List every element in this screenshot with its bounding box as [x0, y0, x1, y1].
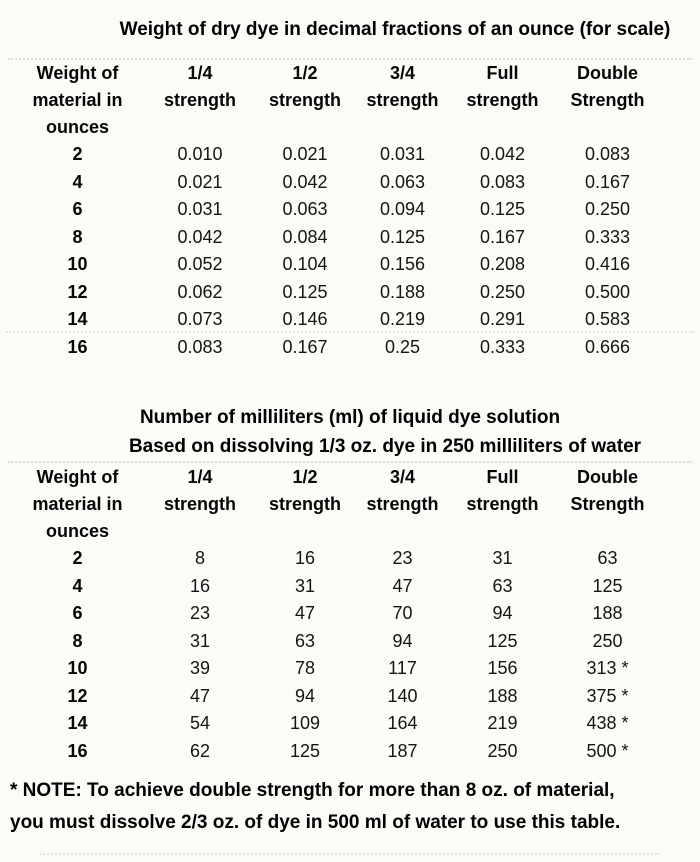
value-cell: 0.031 — [379, 144, 426, 164]
header-line: material in — [32, 90, 123, 110]
table-row — [10, 655, 660, 683]
value-cell: 39 — [189, 658, 211, 678]
value-cell: 125 — [487, 630, 518, 651]
header-line: strength — [164, 494, 236, 514]
liquid-dye-table-body — [10, 545, 660, 765]
header-row — [10, 60, 660, 141]
value-cell: 156 — [487, 658, 518, 678]
header-line: 1/4 — [187, 63, 213, 83]
liquid-dye-table — [10, 464, 660, 765]
value-cell: 0.094 — [379, 199, 426, 219]
dry-dye-table — [10, 60, 660, 361]
value-cell: 23 — [189, 603, 211, 623]
header-cell-material-weight — [10, 464, 145, 545]
value-cell: 0.125 — [479, 199, 526, 219]
row-label-cell: 2 — [72, 144, 83, 164]
header-cell-quarter-strength — [145, 464, 255, 545]
value-cell: 0.083 — [479, 171, 526, 192]
value-cell: 0.167 — [584, 171, 631, 192]
header-line: strength — [466, 90, 539, 110]
row-label-cell: 6 — [72, 199, 83, 219]
value-cell: 70 — [392, 603, 413, 623]
value-cell: 164 — [387, 713, 418, 733]
header-line: strength — [164, 90, 236, 110]
value-cell: 0.219 — [379, 309, 426, 329]
value-cell: 0.583 — [584, 309, 631, 329]
row-label-cell: 14 — [67, 309, 88, 329]
value-cell: 47 — [294, 603, 316, 623]
value-cell: 54 — [189, 713, 211, 733]
value-cell: 125 — [289, 740, 321, 761]
value-cell: 0.083 — [177, 336, 223, 357]
value-cell: 0.063 — [379, 171, 426, 192]
value-cell: 0.146 — [282, 309, 328, 329]
header-line: Strength — [570, 90, 645, 110]
value-cell: 187 — [387, 740, 418, 761]
value-cell: 375 * — [586, 685, 629, 706]
value-cell: 78 — [294, 658, 316, 678]
value-cell: 31 — [492, 548, 513, 568]
value-cell: 0.25 — [384, 336, 421, 357]
value-cell: 31 — [294, 575, 316, 596]
header-line: 1/2 — [292, 467, 318, 487]
table-row — [10, 738, 660, 766]
header-cell-double-strength — [555, 60, 660, 141]
value-cell: 47 — [392, 575, 413, 596]
header-cell-full-strength — [450, 464, 555, 545]
table-row — [10, 710, 660, 738]
value-cell: 0.083 — [584, 144, 631, 164]
header-line: Weight of — [36, 63, 119, 83]
value-cell: 0.084 — [282, 226, 328, 247]
header-line: Weight of — [36, 467, 119, 487]
value-cell: 63 — [597, 548, 618, 568]
value-cell: 0.156 — [379, 254, 426, 274]
header-line: 3/4 — [389, 467, 416, 487]
dry-dye-table-body — [10, 141, 660, 361]
table-row — [10, 279, 660, 307]
row-label-cell: 16 — [67, 336, 88, 357]
value-cell: 47 — [189, 685, 211, 706]
value-cell: 0.104 — [282, 254, 328, 274]
table-row — [10, 334, 660, 362]
value-cell: 0.042 — [479, 144, 526, 164]
header-line: Full — [486, 467, 519, 487]
table-row — [10, 573, 660, 601]
table-row — [10, 545, 660, 573]
header-cell-threequarter-strength — [355, 60, 450, 141]
header-line: strength — [269, 494, 341, 514]
value-cell: 0.063 — [282, 199, 328, 219]
header-line: Full — [486, 63, 519, 83]
value-cell: 0.167 — [479, 226, 526, 247]
value-cell: 0.188 — [379, 281, 426, 302]
value-cell: 0.010 — [177, 144, 223, 164]
footnote — [10, 775, 696, 839]
value-cell: 0.073 — [177, 309, 223, 329]
dry-dye-table-header — [10, 60, 660, 141]
value-cell: 0.052 — [177, 254, 223, 274]
header-line: 1/4 — [187, 467, 213, 487]
header-line: 1/2 — [292, 63, 318, 83]
header-cell-half-strength — [255, 60, 355, 141]
row-label-cell: 12 — [67, 685, 88, 706]
table-row — [10, 169, 660, 197]
value-cell: 94 — [294, 685, 316, 706]
value-cell: 63 — [492, 575, 513, 596]
header-line: Strength — [570, 494, 645, 514]
value-cell: 94 — [392, 630, 413, 651]
value-cell: 109 — [289, 713, 321, 733]
value-cell: 8 — [194, 548, 205, 568]
liquid-dye-table-header — [10, 464, 660, 545]
liquid-dye-table-title: Number of milliliters (ml) of liquid dye solution — [139, 407, 561, 428]
header-line: ounces — [45, 117, 110, 137]
header-cell-quarter-strength — [145, 60, 255, 141]
value-cell: 62 — [189, 740, 211, 761]
row-label-cell: 10 — [67, 658, 88, 678]
header-line: ounces — [45, 521, 110, 541]
header-cell-threequarter-strength — [355, 464, 450, 545]
row-label-cell: 4 — [72, 575, 83, 596]
value-cell: 117 — [388, 658, 417, 678]
value-cell: 188 — [592, 603, 623, 623]
value-cell: 31 — [189, 630, 211, 651]
liquid-dye-table-subtitle: Based on dissolving 1/3 oz. dye in 250 milliliters of water — [128, 436, 642, 457]
value-cell: 188 — [487, 685, 518, 706]
value-cell: 0.333 — [584, 226, 631, 247]
row-label-cell: 8 — [72, 226, 83, 247]
header-row — [10, 464, 660, 545]
value-cell: 94 — [492, 603, 513, 623]
table-row — [10, 306, 660, 334]
header-cell-material-weight — [10, 60, 145, 141]
footnote-line: * NOTE: To achieve double strength for more than 8 oz. of material, — [10, 780, 615, 801]
value-cell: 0.333 — [479, 336, 526, 357]
value-cell: 500 * — [586, 740, 629, 761]
scan-artifact-line — [40, 853, 660, 855]
value-cell: 250 — [487, 740, 518, 761]
value-cell: 313 * — [586, 658, 629, 678]
value-cell: 0.062 — [177, 281, 223, 302]
value-cell: 0.250 — [584, 199, 631, 219]
value-cell: 0.042 — [282, 171, 328, 192]
table-row — [10, 251, 660, 279]
value-cell: 0.031 — [177, 199, 223, 219]
value-cell: 0.021 — [282, 144, 328, 164]
footnote-line: you must dissolve 2/3 oz. of dye in 500 ml of water to use this table. — [10, 812, 621, 833]
value-cell: 63 — [294, 630, 316, 651]
header-line: 3/4 — [389, 63, 416, 83]
value-cell: 219 — [487, 713, 518, 733]
value-cell: 16 — [189, 575, 211, 596]
table-row — [10, 141, 660, 169]
row-label-cell: 6 — [72, 603, 83, 623]
value-cell: 0.250 — [479, 281, 526, 302]
row-label-cell: 4 — [72, 171, 83, 192]
value-cell: 0.167 — [282, 336, 328, 357]
value-cell: 0.042 — [177, 226, 223, 247]
value-cell: 0.125 — [379, 226, 426, 247]
value-cell: 0.208 — [479, 254, 526, 274]
header-line: strength — [366, 494, 439, 514]
value-cell: 125 — [592, 575, 623, 596]
value-cell: 0.021 — [177, 171, 223, 192]
row-label-cell: 14 — [67, 713, 88, 733]
value-cell: 438 * — [586, 713, 629, 733]
header-line: strength — [269, 90, 341, 110]
table-row — [10, 196, 660, 224]
row-label-cell: 8 — [72, 630, 83, 651]
table-row — [10, 683, 660, 711]
value-cell: 0.291 — [479, 309, 526, 329]
dry-dye-table-title: Weight of dry dye in decimal fractions of an ounce (for scale) — [119, 19, 671, 40]
row-label-cell: 16 — [67, 740, 88, 761]
value-cell: 16 — [294, 548, 316, 568]
table-row — [10, 628, 660, 656]
header-cell-double-strength — [555, 464, 660, 545]
header-cell-half-strength — [255, 464, 355, 545]
row-label-cell: 2 — [72, 548, 83, 568]
table-row — [10, 600, 660, 628]
value-cell: 250 — [592, 630, 623, 651]
value-cell: 0.125 — [282, 281, 328, 302]
row-label-cell: 10 — [67, 254, 88, 274]
header-line: material in — [32, 494, 123, 514]
value-cell: 0.416 — [584, 254, 631, 274]
scan-artifact-line — [8, 461, 692, 463]
row-label-cell: 12 — [67, 281, 88, 302]
value-cell: 0.666 — [584, 336, 631, 357]
value-cell: 140 — [387, 685, 418, 706]
value-cell: 23 — [392, 548, 413, 568]
header-line: Double — [577, 467, 638, 487]
header-line: Double — [577, 63, 638, 83]
value-cell: 0.500 — [584, 281, 631, 302]
header-line: strength — [366, 90, 439, 110]
header-cell-full-strength — [450, 60, 555, 141]
header-line: strength — [466, 494, 539, 514]
table-row — [10, 224, 660, 252]
